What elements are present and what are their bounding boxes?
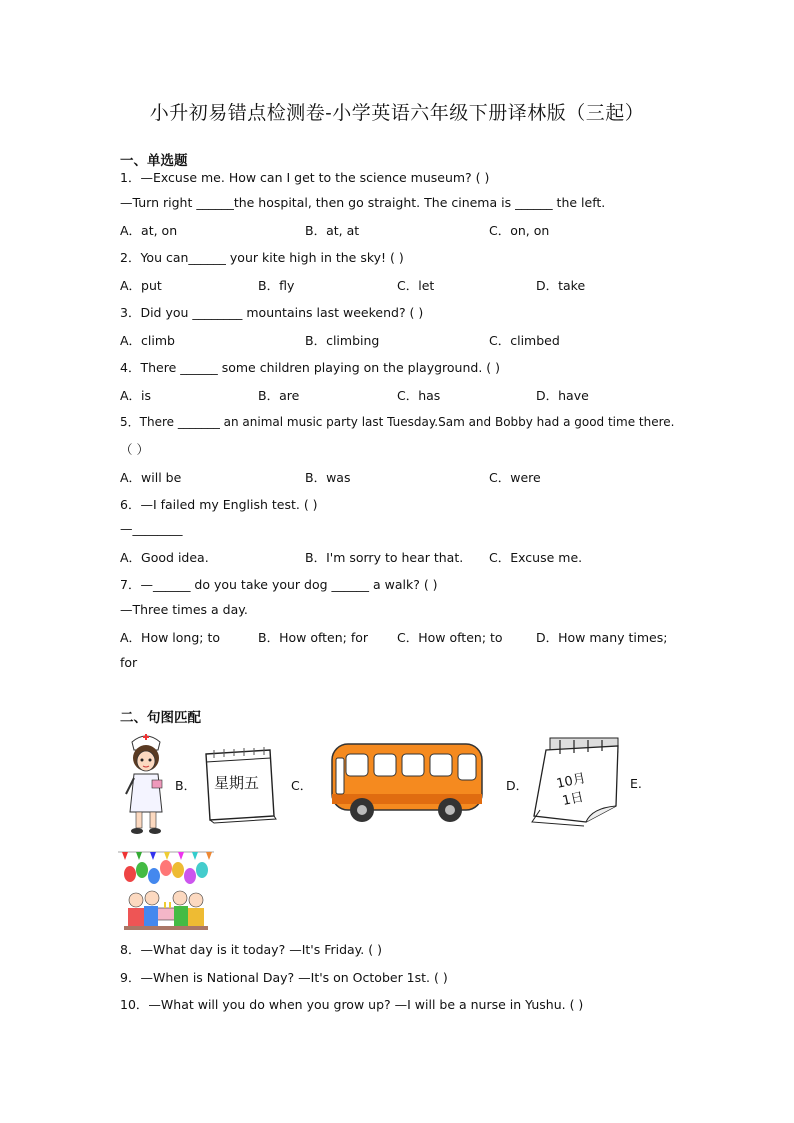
option-label-b: B． [175, 778, 197, 793]
question-1-option-b[interactable]: B．at, at [305, 223, 360, 238]
question-5-option-c[interactable]: C．were [489, 470, 541, 485]
question-3-option-a[interactable]: A．climb [120, 333, 175, 348]
calendar-friday-image [200, 744, 280, 824]
question-1-option-a[interactable]: A．at, on [120, 223, 178, 238]
question-10: 10．—What will you do when you grow up? —I will be a nurse in Yushu. ( ) [120, 997, 584, 1012]
nurse-image [118, 728, 174, 836]
question-8: 8．—What day is it today? —It's Friday. ( ) [120, 942, 382, 957]
page-title: 小升初易错点检测卷-小学英语六年级下册译林版（三起） [149, 102, 645, 124]
question-3-option-c[interactable]: C．climbed [489, 333, 560, 348]
question-1-option-c[interactable]: C．on, on [489, 223, 550, 238]
question-4-option-d[interactable]: D．have [536, 388, 589, 403]
option-label-e: E. [630, 776, 642, 791]
question-6-line-2: —________ [120, 521, 183, 536]
section-heading-picture-match: 二、句图匹配 [120, 710, 201, 726]
question-4-option-c[interactable]: C．has [397, 388, 441, 403]
question-7-option-d-cont: for [120, 655, 138, 670]
question-2-option-d[interactable]: D．take [536, 278, 586, 293]
question-5-paren: （ ） [120, 442, 149, 457]
calendar-day-text: 1日 [561, 789, 586, 810]
calendar-month-text: 10月 [555, 771, 588, 792]
question-7-option-b[interactable]: B．How often; for [258, 630, 369, 645]
calendar-weekday-text: 星期五 [214, 774, 260, 792]
bus-image [322, 728, 497, 836]
question-5-option-b[interactable]: B．was [305, 470, 351, 485]
calendar-october-image [526, 736, 622, 830]
birthday-party-image [118, 848, 214, 932]
question-7-option-d[interactable]: D．How many times; [536, 630, 668, 645]
question-7-line-2: —Three times a day. [120, 602, 248, 617]
question-5: 5．There _______ an animal music party last Tuesday.Sam and Bobby had a good time there. [120, 415, 675, 429]
question-2-option-c[interactable]: C．let [397, 278, 435, 293]
option-label-c: C． [291, 778, 313, 793]
section-heading-single-choice: 一、单选题 [120, 153, 188, 169]
question-7: 7．—______ do you take your dog ______ a walk? ( ) [120, 577, 438, 592]
question-1-line-2: —Turn right ______the hospital, then go straight. The cinema is ______ the left. [120, 195, 606, 210]
question-6-option-b[interactable]: B．I'm sorry to hear that. [305, 550, 464, 565]
question-4: 4．There ______ some children playing on the playground. ( ) [120, 360, 500, 375]
question-2: 2．You can______ your kite high in the sky! ( ) [120, 250, 404, 265]
question-7-option-a[interactable]: A．How long; to [120, 630, 221, 645]
question-7-option-c[interactable]: C．How often; to [397, 630, 503, 645]
question-3: 3．Did you ________ mountains last weekend? ( ) [120, 305, 424, 320]
question-5-option-a[interactable]: A．will be [120, 470, 182, 485]
question-6-option-c[interactable]: C．Excuse me. [489, 550, 583, 565]
question-3-option-b[interactable]: B．climbing [305, 333, 380, 348]
question-2-option-a[interactable]: A．put [120, 278, 162, 293]
option-label-d: D． [506, 778, 529, 793]
question-9: 9．—When is National Day? —It's on October 1st. ( ) [120, 970, 448, 985]
question-4-option-b[interactable]: B．are [258, 388, 300, 403]
question-6: 6．—I failed my English test. ( ) [120, 497, 318, 512]
question-6-option-a[interactable]: A．Good idea. [120, 550, 209, 565]
question-1: 1．—Excuse me. How can I get to the science museum? ( ) [120, 170, 490, 185]
question-4-option-a[interactable]: A．is [120, 388, 152, 403]
question-2-option-b[interactable]: B．fly [258, 278, 295, 293]
